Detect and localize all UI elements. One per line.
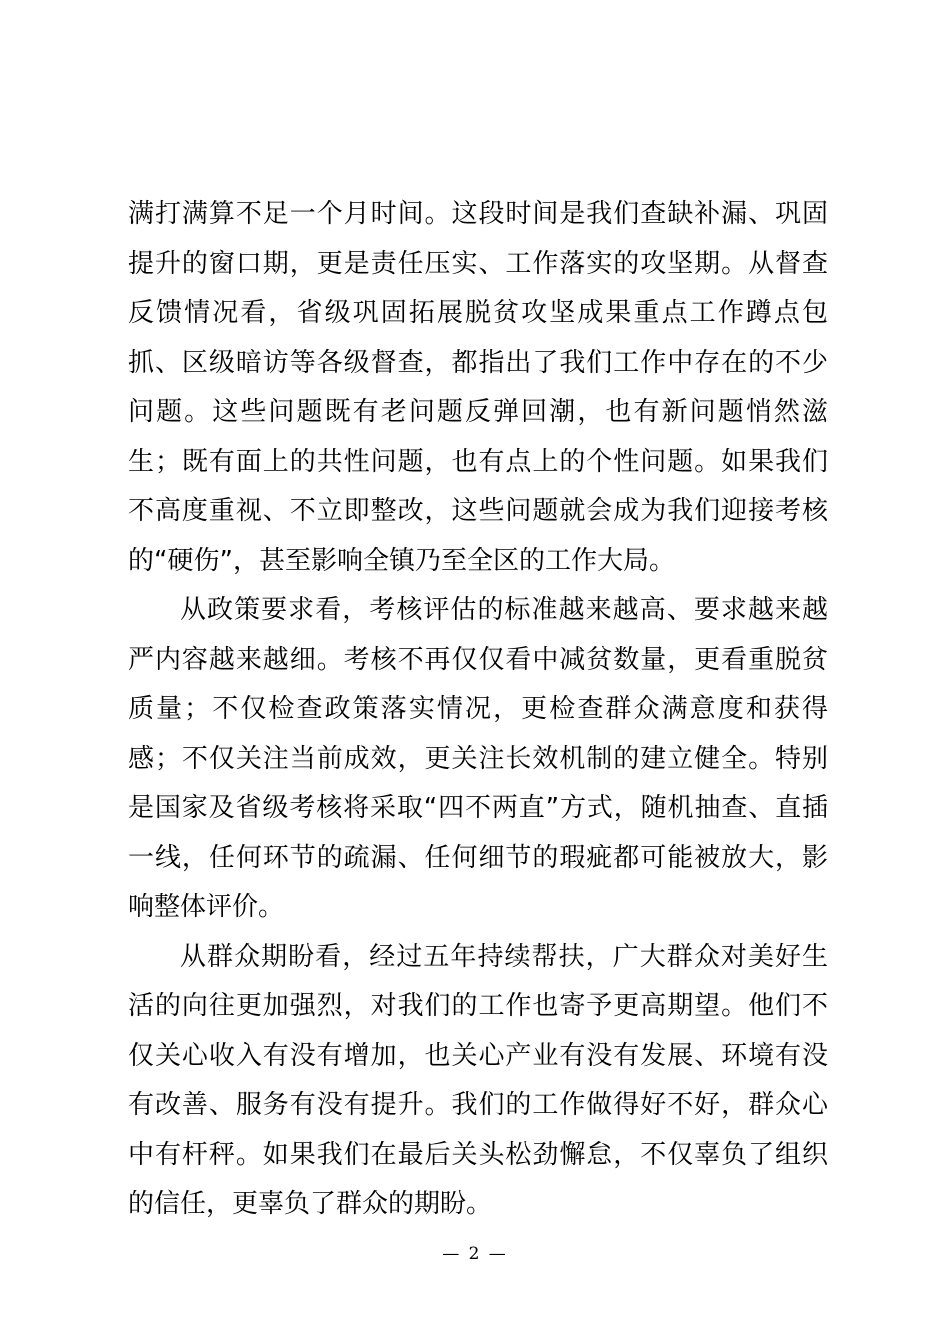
body-text xyxy=(128,190,828,1230)
page-number: — 2 — xyxy=(442,1244,508,1264)
paragraph-public-expectations: 从群众期盼看，经过五年持续帮扶，广大群众对美好生活的向往更加强烈，对我们的工作也寄予更高期望。他们不仅关心收入有没有增加，也关心产业有没有发展、环境有没有改善、服务有没有提升。我们的工作做得好不好，群众心中有杆秤。如果我们在最后关头松劲懈怠，不仅辜负了组织的信任，更辜负了群众的期盼。 xyxy=(128,941,828,1219)
paragraph-policy-requirements: 从政策要求看，考核评估的标准越来越高、要求越来越严内容越来越细。考核不再仅仅看中减贫数量，更看重脱贫质量；不仅检查政策落实情况，更检查群众满意度和获得感；不仅关注当前成效，更关注长效机制的建立健全。特别是国家及省级考核将采取“四不两直”方式，随机抽查、直插一线，任何环节的疏漏、任何细节的瑕疵都可能被放大，影响整体评价。 xyxy=(128,595,828,922)
paragraph-continuation: 满打满算不足一个月时间。这段时间是我们查缺补漏、巩固提升的窗口期，更是责任压实、工作落实的攻坚期。从督查反馈情况看，省级巩固拓展脱贫攻坚成果重点工作蹲点包抓、区级暗访等各级督查，都指出了我们工作中存在的不少问题。这些问题既有老问题反弹回潮，也有新问题悄然滋生；既有面上的共性问题，也有点上的个性问题。如果我们不高度重视、不立即整改，这些问题就会成为我们迎接考核的“硬伤”，甚至影响全镇乃至全区的工作大局。 xyxy=(128,199,828,576)
